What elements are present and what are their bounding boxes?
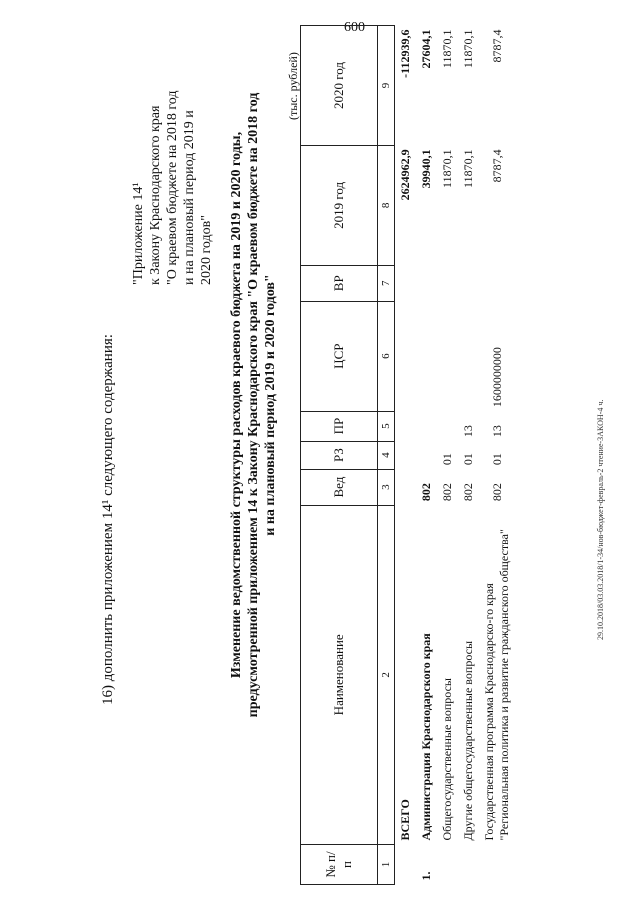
cell-pr [416, 411, 437, 441]
header-cell: ВР [301, 265, 378, 301]
cell-ved: 802 [419, 483, 433, 502]
units-label: (тыс. рублей) [286, 52, 300, 120]
cell-csr [458, 301, 479, 411]
column-number: 7 [378, 265, 395, 301]
cell-empty [395, 411, 417, 441]
cell-empty [395, 265, 417, 301]
cell-csr [437, 301, 458, 411]
cell-name: Государственная программа Краснодарско-го края "Региональная политика и развитие гражданского общества" [482, 529, 511, 841]
column-number: 6 [378, 301, 395, 411]
cell-2020: 8787,4 [489, 29, 504, 63]
cell-2020: 27604,1 [419, 29, 433, 69]
cell-vr [416, 265, 437, 301]
table-row [416, 26, 437, 885]
cell-2020: 11870,1 [461, 29, 475, 69]
cell-name: Другие общегосударственные вопросы [461, 640, 475, 841]
cell-2019: 11870,1 [461, 149, 475, 188]
header-cell: Наименование [301, 505, 378, 844]
column-number: 5 [378, 411, 395, 441]
cell-2019: 11870,1 [440, 149, 454, 188]
cell-2019: 8787,4 [489, 149, 504, 183]
header-cell: 2019 год [301, 145, 378, 265]
cell-csr: 1600000000 [489, 347, 504, 408]
cell-pr [437, 411, 458, 441]
table-row [458, 26, 479, 885]
annex-line: к Закону Краснодарского края [148, 105, 163, 285]
page-number: 600 [344, 20, 365, 35]
table-header-row [301, 26, 378, 885]
cell-vr [437, 265, 458, 301]
annex-line: и на плановый период 2019 и [182, 110, 197, 285]
total-label: ВСЕГО [398, 799, 412, 841]
column-number: 8 [378, 145, 395, 265]
cell-rz: 01 [461, 453, 475, 466]
total-2020: -112939,6 [398, 29, 412, 78]
cell-empty [395, 301, 417, 411]
cell-num [479, 845, 515, 885]
cell-num [437, 845, 458, 885]
cell-rz: 01 [440, 453, 454, 466]
header-cell: ПР [301, 411, 378, 441]
cell-empty [395, 469, 417, 505]
total-row [395, 26, 417, 885]
column-number: 1 [378, 845, 395, 885]
column-number: 9 [378, 26, 395, 146]
header-cell: 2020 год [301, 26, 378, 146]
cell-name: Общегосударственные вопросы [440, 678, 454, 841]
document-title [228, 25, 279, 785]
total-2019: 2624962,9 [398, 149, 412, 201]
annex-line: "Приложение 14¹ [131, 182, 146, 285]
header-cell: № п/п [301, 845, 378, 885]
annex-heading [130, 25, 215, 285]
cell-2019: 39940,1 [419, 149, 433, 189]
cell-num [458, 845, 479, 885]
cell-ved: 802 [461, 483, 475, 502]
intro-text: 16) дополнить приложением 14¹ следующего содержания: [100, 334, 116, 705]
budget-table [300, 25, 515, 885]
cell-vr [458, 265, 479, 301]
column-number: 3 [378, 469, 395, 505]
annex-line: "О краевом бюджете на 2018 год [165, 90, 180, 285]
cell-num: 1. [419, 871, 433, 881]
cell-ved: 802 [489, 483, 504, 502]
column-number-row [378, 26, 395, 885]
document-footer: 29.10.2018/03.03.2018/1-34/нов-бюджет-февраль-2 чтение-ЗАКОН-4 ч. [596, 399, 605, 640]
cell-pr: 13 [461, 425, 475, 438]
table-row [437, 26, 458, 885]
cell-ved: 802 [440, 483, 454, 502]
cell-empty [395, 441, 417, 469]
column-number: 4 [378, 441, 395, 469]
cell-rz [416, 441, 437, 469]
header-cell: ЦСР [301, 301, 378, 411]
title-line: и на плановый период 2019 и 2020 годов" [263, 274, 278, 536]
cell-rz: 01 [489, 453, 504, 466]
header-cell: РЗ [301, 441, 378, 469]
cell-vr [479, 265, 515, 301]
cell-name: Администрация Краснодарского края [419, 633, 433, 841]
cell-num [395, 845, 417, 885]
title-line: Изменение ведомственной структуры расходов краевого бюджета на 2019 и 2020 годы, [229, 131, 244, 679]
column-number: 2 [378, 505, 395, 844]
cell-csr [416, 301, 437, 411]
header-cell: Вед [301, 469, 378, 505]
title-line: предусмотренной приложением 14 к Закону Краснодарского края "О краевом бюджете на 2018 год [246, 92, 261, 718]
cell-2020: 11870,1 [440, 29, 454, 69]
cell-pr: 13 [489, 425, 504, 438]
table-row [479, 26, 515, 885]
annex-line: 2020 годов" [199, 215, 214, 285]
